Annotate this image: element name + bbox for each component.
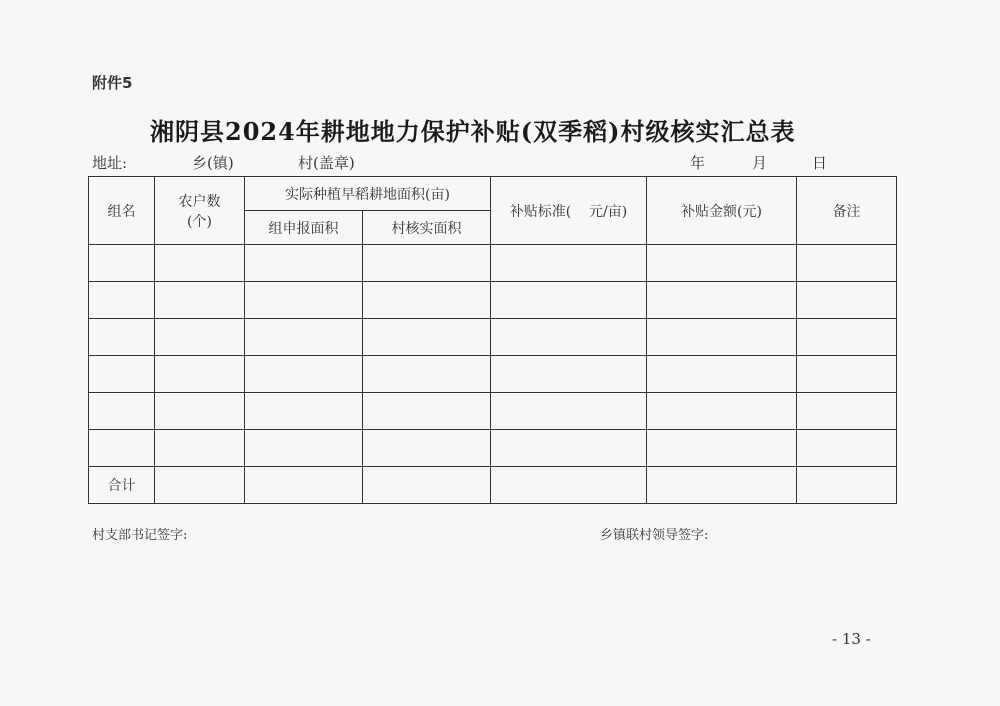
table-row — [89, 356, 897, 393]
header-reported-area: 组申报面积 — [245, 211, 363, 245]
day-label: 日 — [812, 154, 828, 172]
table-row — [89, 245, 897, 282]
village-secretary-signature: 村支部书记签字: — [92, 528, 188, 543]
page-number: - 13 - — [832, 630, 871, 648]
address-label: 地址: — [92, 154, 128, 172]
total-row — [89, 467, 897, 504]
year-label: 年 — [690, 154, 706, 172]
header-group-name: 组名 — [89, 177, 155, 245]
attachment-label: 附件5 — [92, 74, 133, 92]
verification-table — [88, 176, 897, 504]
village-label: 村(盖章) — [298, 154, 355, 172]
township-leader-signature: 乡镇联村领导签字: — [600, 528, 709, 543]
header-subsidy-standard: 补贴标准( 元/亩) — [491, 177, 647, 245]
table-row — [89, 430, 897, 467]
table-row — [89, 282, 897, 319]
header-verified-area: 村核实面积 — [363, 211, 491, 245]
header-remarks: 备注 — [797, 177, 897, 245]
table-row — [89, 319, 897, 356]
header-subsidy-amount: 补贴金额(元) — [647, 177, 797, 245]
month-label: 月 — [752, 154, 768, 172]
page-title: 湘阴县2024年耕地地力保护补贴(双季稻)村级核实汇总表 — [150, 117, 796, 146]
township-label: 乡(镇) — [192, 154, 234, 172]
table-row — [89, 393, 897, 430]
header-households: 农户数 (个) — [155, 177, 245, 245]
total-label: 合计 — [89, 467, 155, 504]
header-area-group: 实际种植早稻耕地面积(亩) — [245, 177, 491, 211]
